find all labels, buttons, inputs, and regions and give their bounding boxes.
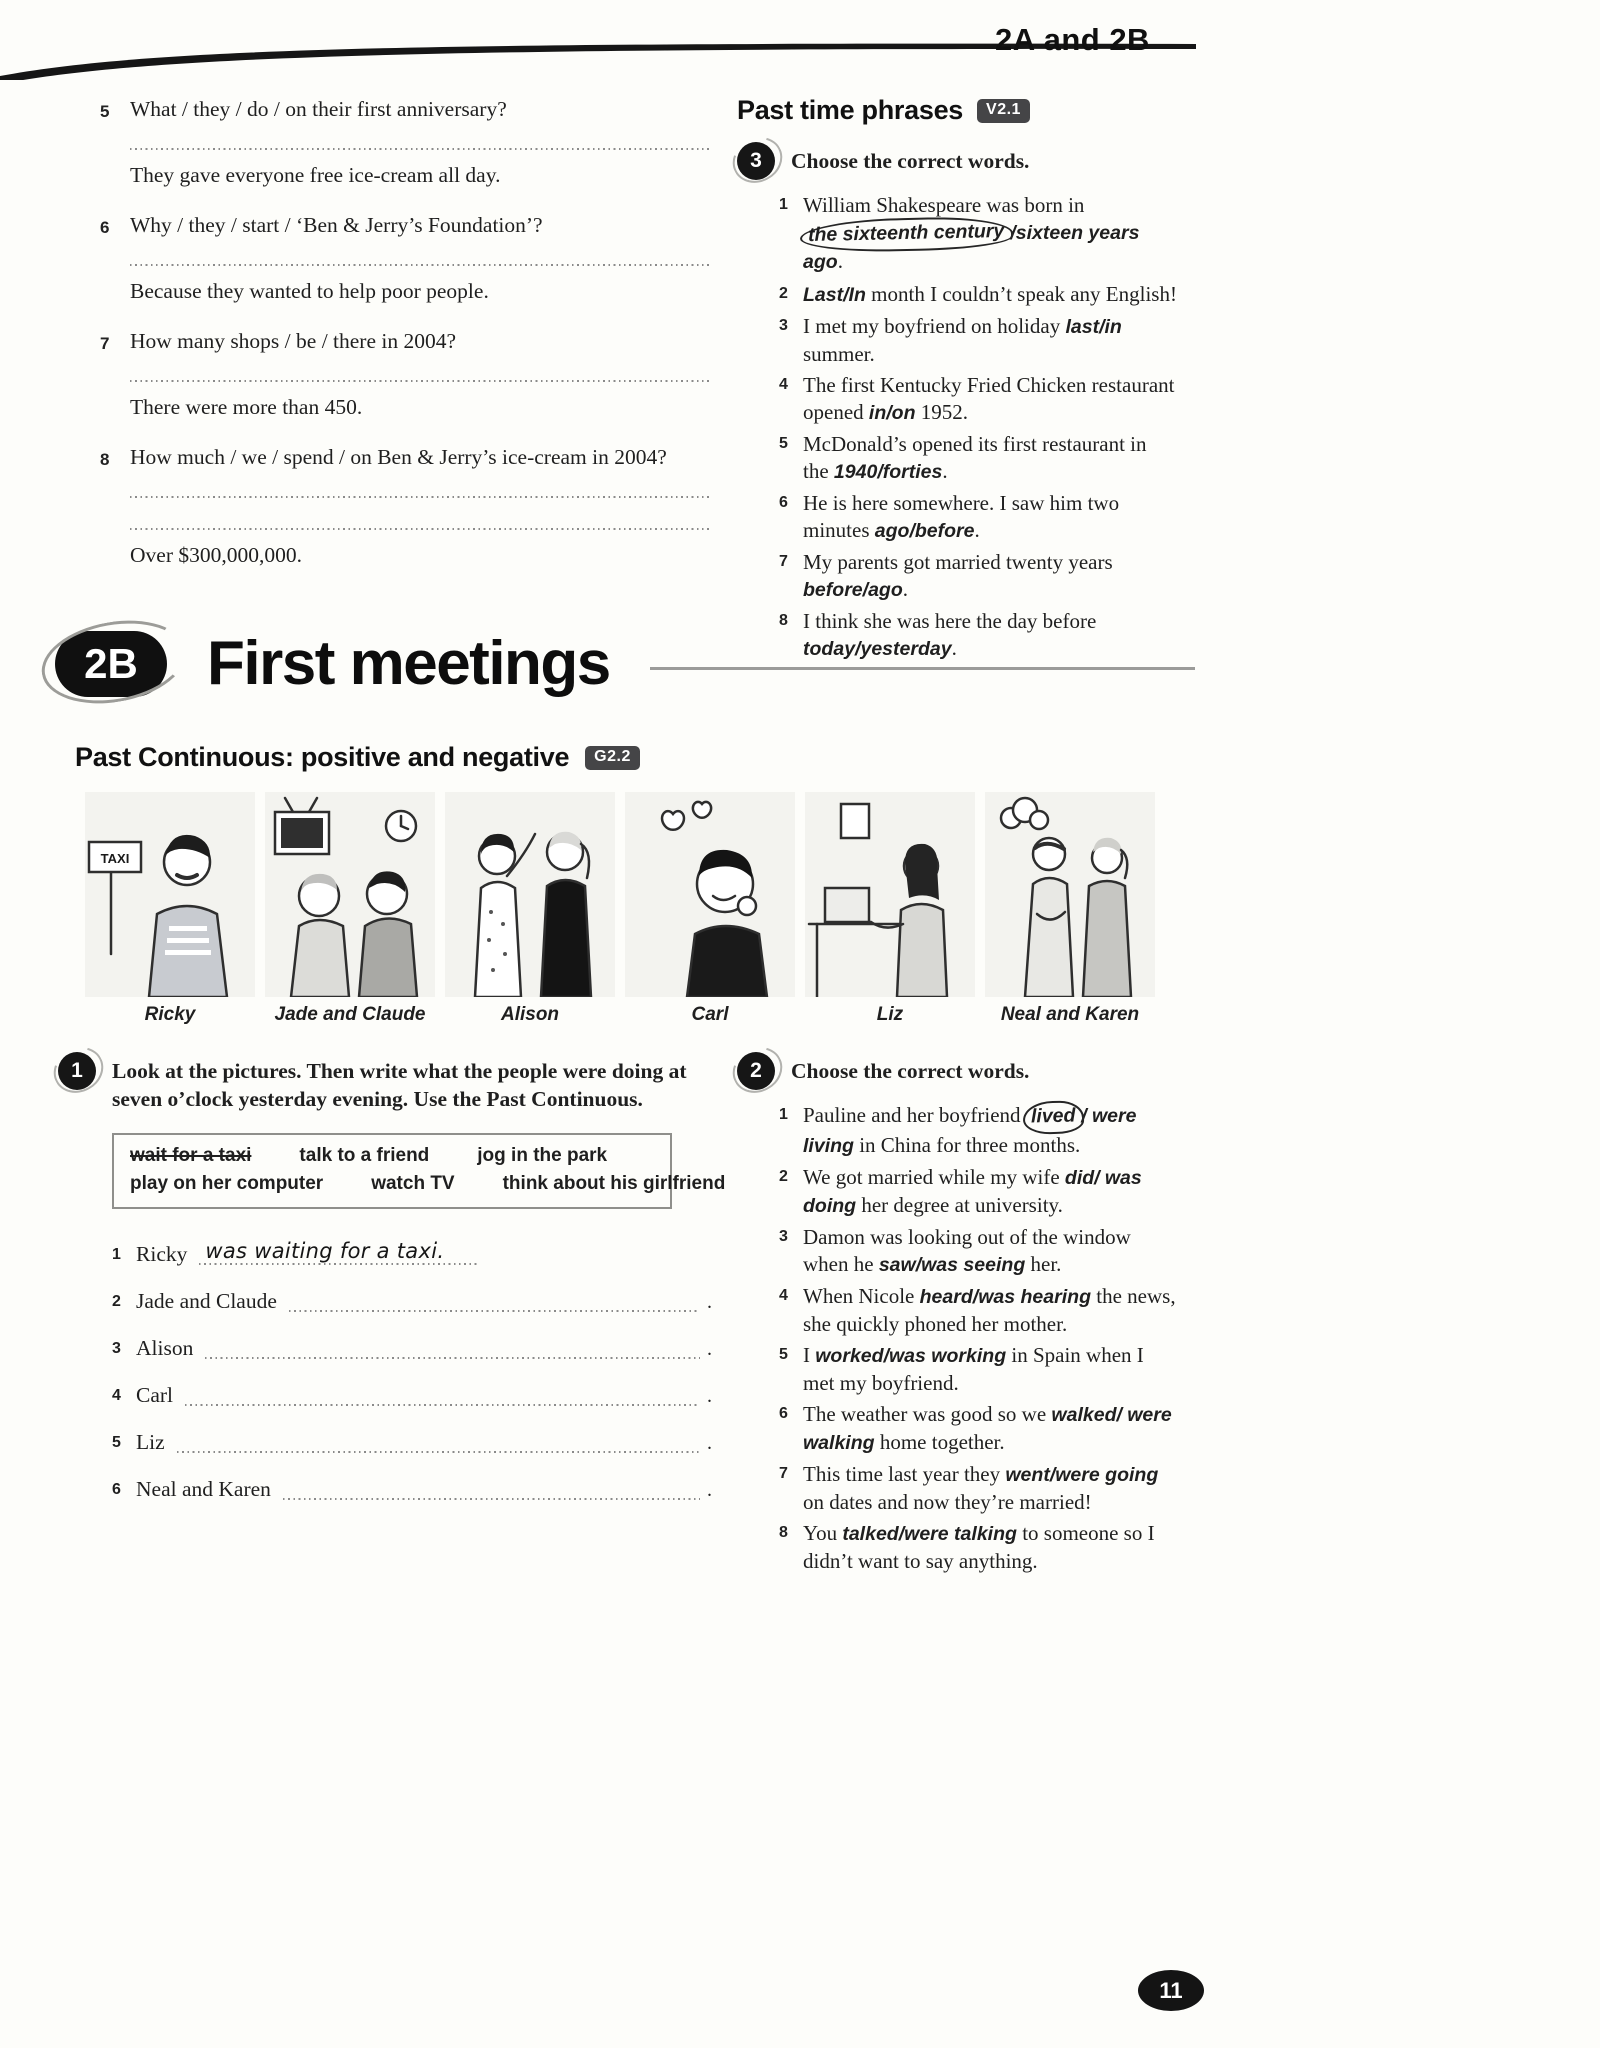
- item-number: 1: [112, 1246, 121, 1263]
- item-text: We got married while my wife did/ was doing her degree at university.: [803, 1165, 1142, 1217]
- list-item: [779, 313, 1177, 367]
- item-text: My parents got married twenty years before/ago.: [803, 550, 1113, 601]
- page-header: 2A and 2B: [995, 22, 1150, 57]
- item-number: 2: [779, 284, 788, 302]
- item-text: The first Kentucky Fried Chicken restaurant opened in/on 1952.: [803, 373, 1175, 424]
- list-item: [779, 281, 1177, 309]
- list-item: [779, 192, 1177, 276]
- answer-blank: [289, 1282, 700, 1312]
- question-text: What / they / do / on their first anniversary?: [130, 97, 507, 121]
- picture-caption: Liz: [876, 1004, 904, 1025]
- item-number: 6: [779, 494, 788, 511]
- picture-liz: [805, 792, 975, 1026]
- picture-neal-karen: [985, 792, 1155, 1026]
- item-text: Damon was looking out of the window when he saw/was seeing her.: [803, 1225, 1131, 1276]
- item-number: 2: [779, 1168, 788, 1185]
- exercise-instruction: Choose the correct words.: [791, 149, 1030, 173]
- person-name: Jade and Claude: [136, 1289, 277, 1313]
- item-number: 4: [779, 1287, 788, 1304]
- person-name: Liz: [136, 1430, 165, 1454]
- answer-row: [112, 1470, 712, 1502]
- list-item: [779, 372, 1177, 426]
- item-text: When Nicole heard/was hearing the news, she quickly phoned her mother.: [803, 1284, 1176, 1336]
- person-name: Alison: [136, 1336, 194, 1360]
- picture-ricky: [85, 792, 255, 1026]
- picture-strip: [85, 792, 1155, 1026]
- item-number: 3: [112, 1340, 121, 1357]
- answer-line: [130, 148, 710, 150]
- qa-item: [100, 95, 715, 188]
- question-number: 5: [100, 102, 110, 121]
- answer-line: [130, 528, 710, 530]
- item-number: 5: [779, 435, 788, 452]
- list-item: [779, 1520, 1177, 1574]
- grammar-reference-badge: G2.2: [585, 746, 640, 770]
- item-number: 4: [779, 376, 788, 393]
- exercise-2: [737, 1052, 1177, 1579]
- sentence-period: .: [707, 1291, 712, 1313]
- ricky-illustration: [85, 792, 255, 997]
- grammar-subheading: [75, 742, 640, 773]
- word-box-item: jog in the park: [477, 1145, 608, 1166]
- word-box-item: watch TV: [371, 1173, 455, 1194]
- tv-antenna: [285, 798, 293, 812]
- item-number: 4: [112, 1387, 121, 1404]
- item-number: 5: [779, 1346, 788, 1363]
- section-2b-header: [55, 628, 1195, 699]
- item-text: I think she was here the day before today/yesterday.: [803, 609, 1097, 660]
- picture-jade-claude: [265, 792, 435, 1026]
- item-number: 6: [779, 1405, 788, 1422]
- person-name: Ricky: [136, 1242, 188, 1266]
- title-rule: [650, 667, 1195, 670]
- handwritten-answer: was waiting for a taxi.: [205, 1239, 445, 1263]
- answer-text: They gave everyone free ice-cream all day.: [130, 163, 501, 187]
- item-text: William Shakespeare was born in the sixteenth century /sixteen years ago.: [803, 192, 1177, 276]
- exercise-number-badge: 2: [737, 1052, 775, 1090]
- computer-icon: [825, 888, 869, 922]
- qa-exercise: [100, 95, 715, 591]
- item-text: The weather was good so we walked/ were walking home together.: [803, 1402, 1172, 1454]
- item-number: 8: [779, 1524, 788, 1541]
- hearts-icon: [662, 811, 684, 830]
- answer-row: [112, 1423, 712, 1455]
- exercise-number-badge: 3: [737, 142, 775, 180]
- exercise-1: [58, 1052, 726, 1517]
- sentence-period: .: [707, 1479, 712, 1501]
- answer-blank: [199, 1235, 479, 1265]
- item-text: McDonald’s opened its first restaurant in the 1940/forties.: [803, 432, 1147, 483]
- picture-alison: [445, 792, 615, 1026]
- item-number: 2: [112, 1293, 121, 1310]
- list-item: [779, 549, 1177, 603]
- choice-list: [779, 192, 1177, 662]
- choice-list: [779, 1102, 1177, 1574]
- question-number: 8: [100, 450, 110, 469]
- item-number: 6: [112, 1481, 121, 1498]
- qa-item: [100, 327, 715, 420]
- word-box-item: think about his girlfriend: [502, 1173, 726, 1194]
- list-item: [779, 490, 1177, 544]
- question-text: How much / we / spend / on Ben & Jerry’s ice-cream in 2004?: [130, 445, 667, 469]
- answer-row: [112, 1376, 712, 1408]
- answer-blank: [177, 1423, 700, 1453]
- item-text: Last/In month I couldn’t speak any English!: [803, 281, 1177, 306]
- answer-blank: [205, 1329, 700, 1359]
- picture-caption: Neal and Karen: [1000, 1004, 1140, 1025]
- taxi-sign-label: TAXI: [100, 851, 130, 866]
- item-text: I worked/was working in Spain when I met my boyfriend.: [803, 1343, 1144, 1395]
- item-number: 1: [779, 196, 788, 213]
- picture-caption: Jade and Claude: [274, 1004, 426, 1025]
- answer-text: Over $300,000,000.: [130, 543, 302, 567]
- section-heading: Past time phrases: [737, 95, 964, 125]
- item-text: I met my boyfriend on holiday last/in summer.: [803, 314, 1122, 366]
- item-number: 3: [779, 1228, 788, 1245]
- vocab-reference-badge: V2.1: [977, 99, 1030, 123]
- item-number: 7: [779, 1465, 788, 1482]
- item-number: 7: [779, 553, 788, 570]
- item-number: 5: [112, 1434, 121, 1451]
- jade-claude-illustration: [265, 792, 435, 997]
- subheading-text: Past Continuous: positive and negative: [75, 742, 570, 772]
- question-text: How many shops / be / there in 2004?: [130, 329, 457, 353]
- exercise-number-badge: 1: [58, 1052, 96, 1090]
- sentence-period: .: [707, 1338, 712, 1360]
- list-item: [779, 1224, 1177, 1278]
- question-number: 6: [100, 218, 110, 237]
- answer-row: [112, 1282, 712, 1314]
- picture-caption: Carl: [691, 1004, 729, 1025]
- answer-row: [112, 1235, 712, 1267]
- answer-text: Because they wanted to help poor people.: [130, 279, 489, 303]
- answer-line: [130, 380, 710, 382]
- exercise-instruction: Choose the correct words.: [791, 1059, 1030, 1083]
- list-item: [779, 431, 1177, 485]
- answer-blank: [185, 1376, 700, 1406]
- exercise-instruction: Look at the pictures. Then write what the people were doing at seven o’clock yesterday evening. Use the Past Continuous.: [112, 1059, 687, 1111]
- person-name: Neal and Karen: [136, 1477, 271, 1501]
- word-box-item: play on her computer: [130, 1173, 324, 1194]
- list-item: [779, 1461, 1177, 1515]
- list-item: [779, 1102, 1177, 1159]
- page-number-badge: 11: [1138, 1970, 1204, 2011]
- list-item: [779, 1283, 1177, 1337]
- question-number: 7: [100, 334, 110, 353]
- section-title: First meetings: [207, 629, 610, 698]
- carl-illustration: [625, 792, 795, 997]
- list-item: [779, 1164, 1177, 1219]
- list-item: [779, 1401, 1177, 1456]
- answer-row: [112, 1329, 712, 1361]
- picture-caption: Alison: [500, 1004, 560, 1025]
- list-item: [779, 1342, 1177, 1396]
- person-name: Carl: [136, 1383, 174, 1407]
- qa-item: [100, 443, 715, 568]
- alison-illustration: [445, 792, 615, 997]
- liz-illustration: [805, 792, 975, 997]
- word-box: [112, 1133, 726, 1209]
- past-time-phrases-section: [737, 95, 1177, 667]
- item-number: 3: [779, 317, 788, 334]
- question-text: Why / they / start / ‘Ben & Jerry’s Foundation’?: [130, 213, 543, 237]
- answer-line: [130, 496, 710, 498]
- picture-frame-icon: [841, 804, 869, 838]
- qa-item: [100, 211, 715, 304]
- hand-on-cheek: [738, 897, 756, 915]
- picture-carl: [625, 792, 795, 1026]
- word-box-item: talk to a friend: [299, 1145, 430, 1166]
- item-text: Pauline and her boyfriend lived / were living in China for three months.: [803, 1102, 1177, 1159]
- word-box-item: wait for a taxi: [130, 1145, 252, 1166]
- item-number: 1: [779, 1106, 788, 1123]
- item-text: You talked/were talking to someone so I didn’t want to say anything.: [803, 1521, 1155, 1573]
- item-text: This time last year they went/were going on dates and now they’re married!: [803, 1462, 1159, 1514]
- answer-blank: [283, 1470, 700, 1500]
- item-text: He is here somewhere. I saw him two minutes ago/before.: [803, 491, 1120, 542]
- answer-line: [130, 264, 710, 266]
- picture-caption: Ricky: [144, 1004, 196, 1025]
- section-badge-2b: 2B: [55, 631, 167, 697]
- item-number: 8: [779, 612, 788, 629]
- answer-text: There were more than 450.: [130, 395, 363, 419]
- answer-list: [112, 1235, 712, 1502]
- sentence-period: .: [707, 1385, 712, 1407]
- neal-karen-illustration: [985, 792, 1155, 997]
- sentence-period: .: [707, 1432, 712, 1454]
